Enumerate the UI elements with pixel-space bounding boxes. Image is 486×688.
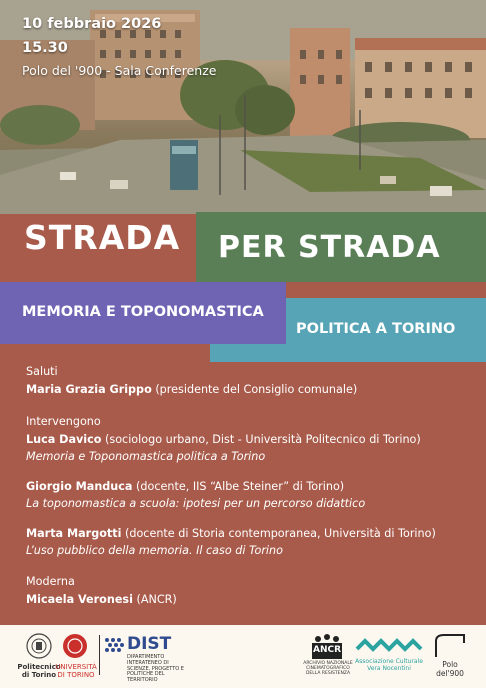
speaker-talk: [26, 497, 365, 510]
footer-logos: [0, 625, 486, 688]
ancr-sub-text: ARCHIVIO NAZIONALE CINEMATOGRAFICO DELLA RESISTENZA: [303, 661, 353, 677]
event-place: Polo del '900 - Sala Conferenze: [22, 63, 217, 78]
talk-title: Memoria e Toponomastica politica a Torino: [26, 450, 266, 463]
moderator-label: Moderna: [26, 575, 75, 588]
speaker-role: (docente di Storia contemporanea, Università di Torino): [121, 527, 436, 540]
speaker-line: [26, 480, 344, 493]
speaker-line: [26, 527, 436, 540]
polito-seal-icon: [26, 633, 52, 659]
greeter-line: [26, 383, 357, 396]
greeter-name: Maria Grazia Grippo: [26, 383, 152, 396]
speaker-line: [26, 433, 421, 446]
waves-icon: [355, 635, 423, 655]
speaker-role: (docente, IIS “Albe Steiner” di Torino): [132, 480, 345, 493]
logo-divider: [99, 635, 100, 675]
polo-arch-icon: [434, 633, 466, 659]
title-line-1: STRADA: [24, 218, 181, 257]
speaker-name: Giorgio Manduca: [26, 480, 133, 493]
city-street-photo: [0, 0, 486, 214]
speakers-label: Intervengono: [26, 415, 101, 428]
talk-title: L’uso pubblico della memoria. Il caso di Torino: [26, 544, 283, 557]
speaker-name: Luca Davico: [26, 433, 102, 446]
vera-logo-text: Associazione Culturale Vera Nocentini: [355, 658, 423, 672]
moderator-name: Micaela Veronesi: [26, 593, 133, 606]
title-line-2: PER STRADA: [218, 230, 441, 265]
speaker-name: Marta Margotti: [26, 527, 122, 540]
ancr-logo-text: ANCR: [313, 645, 342, 655]
polito-logo-text: Politecnico di Torino: [17, 663, 61, 680]
dist-dots-icon: [104, 637, 126, 653]
speaker-talk: [26, 544, 283, 557]
talk-title: La toponomastica a scuola: ipotesi per un percorso didattico: [26, 497, 366, 510]
moderator-line: [26, 593, 177, 606]
header-photo: [0, 0, 486, 214]
greeter-role: (presidente del Consiglio comunale): [151, 383, 358, 396]
event-time: 15.30: [22, 40, 68, 56]
subtitle-2: POLITICA A TORINO: [296, 321, 456, 337]
speaker-role: (sociologo urbano, Dist - Università Politecnico di Torino): [101, 433, 421, 446]
dist-sub-text: DIPARTIMENTO INTERATENEO DI SCIENZE, PROGETTO E POLITICHE DEL TERRITORIO: [127, 654, 184, 683]
event-date: 10 febbraio 2026: [22, 16, 162, 32]
subtitle-banner-purple: [0, 282, 286, 344]
greetings-label: Saluti: [26, 365, 58, 378]
unito-logo-text: UNIVERSITÀ DI TORINO: [55, 663, 97, 680]
unito-seal-icon: [62, 633, 88, 659]
moderator-role: (ANCR): [132, 593, 177, 606]
speaker-talk: [26, 450, 265, 463]
title-banner-green: [196, 212, 486, 282]
polo-logo-text: Polo del'900: [436, 660, 464, 678]
dist-logo-text: DIST: [127, 634, 172, 654]
subtitle-1: MEMORIA E TOPONOMASTICA: [22, 304, 264, 320]
